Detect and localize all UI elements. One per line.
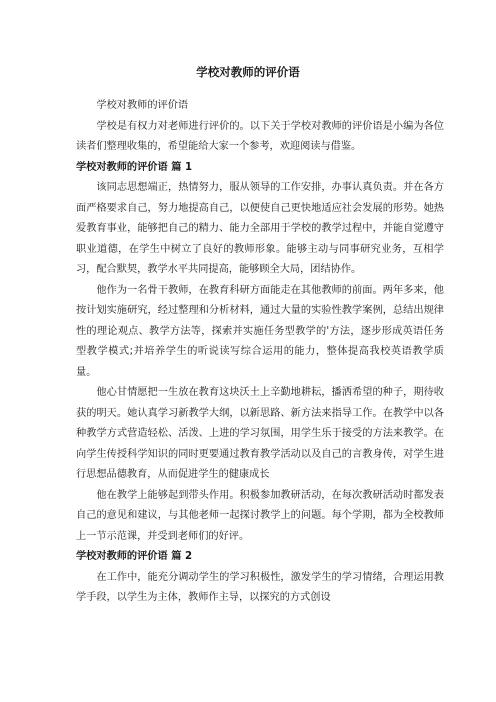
section-1-heading: 学校对教师的评价语 篇 1 bbox=[76, 161, 193, 173]
document-title: 学校对教师的评价语 bbox=[196, 65, 300, 79]
intro-paragraph: 学校是有权力对老师进行评价的。以下关于学校对教师的评价语是小编为各位读者们整理收集的，希望能给大家一个参考，欢迎阅读与借鉴。 bbox=[76, 120, 444, 152]
section-1-paragraph-4: 他在教学上能够起到带头作用。积极参加教研活动，在每次教研活动时都发表自己的意见和建议，与其他老师一起探讨教学上的问题。每个学期，都为全校教师上一节示范课，并受到老师们的好评。 bbox=[76, 489, 444, 542]
section-2-paragraph-1: 在工作中，能充分调动学生的学习积极性，激发学生的学习情绪，合理运用教学手段，以学生为主体，教师作主导，以探究的方式创设 bbox=[76, 571, 444, 603]
section-1-paragraph-2: 他作为一名骨干教师，在教育科研方面能走在其他教师的前面。两年多来，他按计划实施研究，经过整理和分析材料，通过大量的实验性教学案例，总结出规律性的理论观点、教学方法等，探索并实施任务型教学的'方法，逐步形成英语任务型教学模式;并培养学生的听说读写综合运用的能力，整体提高我校英语教学质量。 bbox=[76, 284, 444, 378]
section-2-heading: 学校对教师的评价语 篇 2 bbox=[76, 551, 193, 562]
section-1-paragraph-1: 该同志思想端正，热情努力，服从领导的工作安排，办事认真负责。并在各方面严格要求自己，努力地提高自己，以便使自己更快地适应社会发展的形势。她热爱教育事业，能够把自己的精力、能力全部用于学校的教学过程中，并能自觉遵守职业道德，在学生中树立了良好的教师形象。能够主动与同事研究业务，互相学习，配合默契，教学水平共同提高，能够顾全大局，团结协作。 bbox=[76, 182, 444, 275]
section-1-paragraph-3: 他心甘情愿把一生放在教育这块沃土上辛勤地耕耘，播洒希望的种子，期待收获的明天。她认真学习新教学大纲，以新思路、新方法来指导工作。在教学中以各种教学方式营造轻松、活泼、上进的学习氛围，用学生乐于接受的方法来教学。在向学生传授科学知识的同时更要通过教育教学活动以及自己的言教身传，对学生进行思想品德教育，从而促进学生的健康成长 bbox=[76, 387, 444, 480]
document-subtitle: 学校对教师的评价语 bbox=[96, 100, 189, 111]
